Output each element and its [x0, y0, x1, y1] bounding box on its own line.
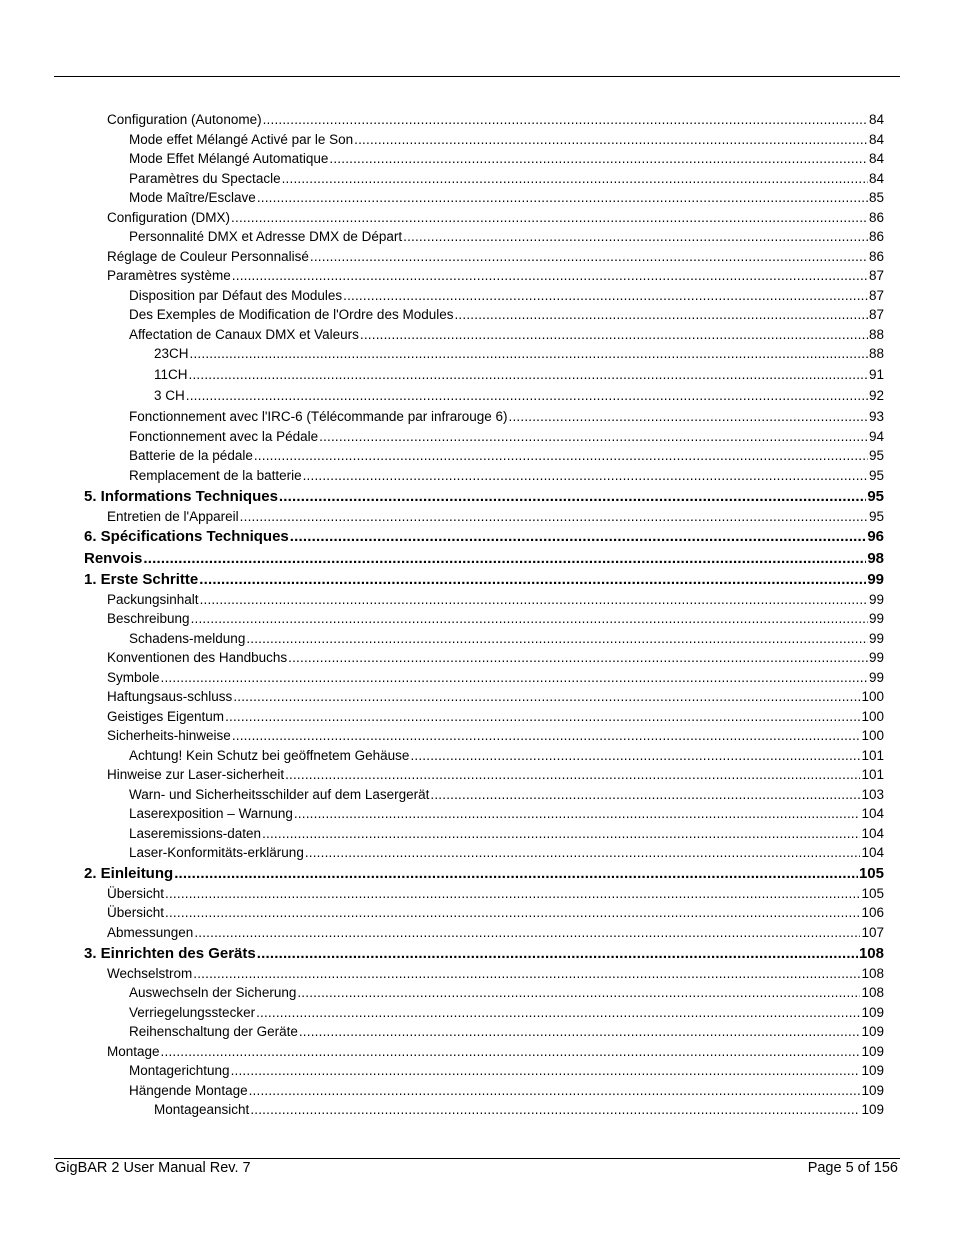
toc-entry[interactable] [129, 1004, 884, 1022]
toc-entry-page: 104 [861, 806, 884, 821]
toc-dot-leader [233, 688, 860, 706]
toc-entry-page: 93 [868, 409, 884, 424]
toc-dot-leader [279, 488, 866, 506]
toc-entry[interactable] [84, 528, 884, 546]
toc-entry-title: Auswechseln der Sicherung [129, 985, 297, 1000]
toc-dot-leader [410, 747, 860, 765]
toc-entry-title: Configuration (DMX) [107, 210, 231, 225]
toc-entry-title: Übersicht [107, 886, 165, 901]
toc-entry-title: Montage [107, 1044, 160, 1059]
toc-entry[interactable] [129, 984, 884, 1002]
toc-entry[interactable] [84, 945, 884, 963]
toc-dot-leader [329, 150, 868, 168]
toc-dot-leader [310, 248, 868, 266]
toc-dot-leader [285, 766, 860, 784]
toc-entry-title: Schadens-meldung [129, 631, 246, 646]
toc-entry-page: 99 [868, 670, 884, 685]
toc-entry-title: Mode Maître/Esclave [129, 190, 256, 205]
toc-entry[interactable] [84, 488, 884, 506]
toc-dot-leader [225, 708, 860, 726]
toc-entry-title: Symbole [107, 670, 160, 685]
toc-entry-title: Affectation de Canaux DMX et Valeurs [129, 327, 359, 342]
toc-entry[interactable] [129, 189, 884, 207]
toc-entry-page: 100 [861, 689, 884, 704]
toc-entry[interactable] [107, 508, 884, 526]
toc-dot-leader [288, 649, 868, 667]
toc-entry-page: 106 [861, 905, 884, 920]
toc-entry-page: 86 [868, 210, 884, 225]
toc-entry-page: 87 [868, 268, 884, 283]
toc-entry-title: Fonctionnement avec l'IRC-6 (Télécommande par infrarouge 6) [129, 409, 508, 424]
toc-dot-leader [305, 844, 861, 862]
toc-dot-leader [509, 408, 868, 426]
toc-entry-page: 95 [868, 448, 884, 463]
toc-entry-title: Konventionen des Handbuchs [107, 650, 288, 665]
toc-entry-title: Achtung! Kein Schutz bei geöffnetem Gehäuse [129, 748, 410, 763]
toc-entry-title: 11CH [154, 367, 188, 382]
toc-dot-leader [294, 805, 861, 823]
toc-dot-leader [190, 345, 868, 363]
footer-rule [54, 1158, 900, 1159]
toc-entry-page: 108 [861, 966, 884, 981]
toc-dot-leader [303, 467, 868, 485]
toc-dot-leader [454, 306, 867, 324]
toc-entry[interactable] [129, 306, 884, 324]
toc-entry[interactable] [154, 366, 884, 384]
toc-dot-leader [403, 228, 868, 246]
toc-entry-title: Personnalité DMX et Adresse DMX de Départ [129, 229, 403, 244]
toc-entry-page: 99 [868, 611, 884, 626]
toc-dot-leader [430, 786, 860, 804]
toc-entry[interactable] [129, 630, 884, 648]
toc-entry[interactable] [129, 170, 884, 188]
toc-entry[interactable] [107, 965, 884, 983]
toc-dot-leader [232, 727, 861, 745]
toc-entry[interactable] [107, 248, 884, 266]
toc-entry-title: Des Exemples de Modification de l'Ordre des Modules [129, 307, 454, 322]
toc-entry[interactable] [107, 267, 884, 285]
toc-entry[interactable] [129, 447, 884, 465]
toc-entry-page: 98 [867, 550, 884, 567]
toc-entry[interactable] [84, 865, 884, 883]
toc-entry-title: Hängende Montage [129, 1083, 248, 1098]
toc-dot-leader [231, 1062, 861, 1080]
toc-entry-title: Sicherheits-hinweise [107, 728, 231, 743]
toc-dot-leader [232, 267, 868, 285]
toc-dot-leader [191, 610, 868, 628]
toc-entry-page: 87 [868, 307, 884, 322]
toc-entry-page: 100 [861, 728, 884, 743]
toc-entry-title: Warn- und Sicherheitsschilder auf dem Lasergerät [129, 787, 430, 802]
toc-dot-leader [256, 1004, 860, 1022]
toc-entry-page: 87 [868, 288, 884, 303]
toc-entry[interactable] [129, 287, 884, 305]
toc-dot-leader [299, 1023, 861, 1041]
toc-dot-leader [282, 170, 868, 188]
toc-dot-leader [250, 1101, 860, 1119]
toc-dot-leader [254, 447, 868, 465]
toc-dot-leader [165, 904, 860, 922]
toc-entry[interactable] [129, 844, 884, 862]
toc-entry-page: 104 [861, 826, 884, 841]
toc-dot-leader [354, 131, 868, 149]
toc-entry-title: Configuration (Autonome) [107, 112, 262, 127]
toc-entry[interactable] [129, 326, 884, 344]
toc-entry-title: 3 CH [154, 388, 185, 403]
toc-entry-page: 109 [861, 1083, 884, 1098]
toc-entry[interactable] [84, 550, 884, 568]
toc-entry-page: 108 [861, 985, 884, 1000]
toc-entry[interactable] [107, 885, 884, 903]
toc-entry[interactable] [129, 467, 884, 485]
toc-entry[interactable] [107, 766, 884, 784]
toc-entry-title: Paramètres système [107, 268, 231, 283]
toc-entry-title: Hinweise zur Laser-sicherheit [107, 767, 285, 782]
footer-manual-title: GigBAR 2 User Manual Rev. 7 [55, 1160, 251, 1176]
toc-entry-page: 105 [861, 886, 884, 901]
toc-entry-page: 84 [868, 151, 884, 166]
toc-entry-title: Geistiges Eigentum [107, 709, 225, 724]
toc-entry[interactable] [107, 1043, 884, 1061]
toc-entry-title: Verriegelungsstecker [129, 1005, 256, 1020]
toc-entry-page: 84 [868, 112, 884, 127]
toc-entry-title: Disposition par Défaut des Modules [129, 288, 343, 303]
toc-dot-leader [240, 508, 868, 526]
toc-dot-leader [200, 591, 868, 609]
toc-dot-leader [263, 111, 868, 129]
toc-entry-title: 5. Informations Techniques [84, 488, 278, 505]
toc-entry-title: Renvois [84, 550, 143, 567]
toc-dot-leader [231, 209, 868, 227]
toc-entry-title: Fonctionnement avec la Pédale [129, 429, 319, 444]
toc-entry-title: Mode effet Mélangé Activé par le Son [129, 132, 354, 147]
toc-dot-leader [343, 287, 868, 305]
toc-entry-title: Abmessungen [107, 925, 194, 940]
toc-dot-leader [319, 428, 868, 446]
toc-entry[interactable] [129, 408, 884, 426]
toc-entry-page: 104 [861, 845, 884, 860]
toc-entry[interactable] [129, 150, 884, 168]
toc-entry[interactable] [129, 747, 884, 765]
toc-entry[interactable] [129, 428, 884, 446]
toc-entry[interactable] [129, 805, 884, 823]
toc-dot-leader [174, 865, 858, 883]
toc-entry-page: 91 [868, 367, 884, 382]
toc-entry-title: Wechselstrom [107, 966, 193, 981]
toc-entry-page: 99 [868, 592, 884, 607]
toc-entry[interactable] [107, 904, 884, 922]
toc-entry[interactable] [154, 1101, 884, 1119]
toc-entry-title: Batterie de la pédale [129, 448, 253, 463]
toc-entry[interactable] [107, 111, 884, 129]
toc-entry-page: 92 [868, 388, 884, 403]
toc-dot-leader [246, 630, 868, 648]
toc-entry-title: Montageansicht [154, 1102, 250, 1117]
toc-dot-leader [360, 326, 868, 344]
toc-entry-page: 95 [868, 509, 884, 524]
toc-entry-page: 85 [868, 190, 884, 205]
toc-entry-title: 2. Einleitung [84, 865, 174, 882]
toc-entry[interactable] [107, 924, 884, 942]
toc-entry-title: Entretien de l'Appareil [107, 509, 239, 524]
toc-dot-leader [199, 571, 866, 589]
toc-entry[interactable] [129, 1023, 884, 1041]
toc-entry[interactable] [107, 610, 884, 628]
toc-entry-title: Paramètres du Spectacle [129, 171, 281, 186]
toc-entry-title: Haftungsaus-schluss [107, 689, 233, 704]
toc-dot-leader [189, 366, 868, 384]
toc-entry-title: Montagerichtung [129, 1063, 230, 1078]
toc-entry-page: 103 [861, 787, 884, 802]
toc-entry-page: 109 [861, 1005, 884, 1020]
toc-entry[interactable] [107, 591, 884, 609]
toc-entry[interactable] [129, 1082, 884, 1100]
toc-entry[interactable] [129, 786, 884, 804]
toc-dot-leader [194, 924, 860, 942]
toc-entry-page: 96 [867, 528, 884, 545]
toc-entry-page: 108 [858, 945, 884, 962]
toc-dot-leader [297, 984, 860, 1002]
toc-dot-leader [143, 550, 866, 568]
toc-entry-page: 86 [868, 229, 884, 244]
toc-dot-leader [165, 885, 860, 903]
toc-dot-leader [186, 387, 868, 405]
toc-entry-page: 101 [861, 748, 884, 763]
toc-entry[interactable] [129, 131, 884, 149]
toc-entry[interactable] [154, 387, 884, 405]
footer-page-number: Page 5 of 156 [807, 1160, 898, 1176]
toc-dot-leader [249, 1082, 861, 1100]
toc-entry-title: Laseremissions-daten [129, 826, 262, 841]
toc-dot-leader [262, 825, 860, 843]
toc-entry-page: 100 [861, 709, 884, 724]
toc-entry[interactable] [107, 727, 884, 745]
toc-entry-title: Packungsinhalt [107, 592, 199, 607]
toc-entry[interactable] [107, 708, 884, 726]
toc-dot-leader [290, 528, 867, 546]
toc-entry-title: 6. Spécifications Techniques [84, 528, 289, 545]
toc-dot-leader [161, 1043, 861, 1061]
header-rule [54, 76, 900, 77]
toc-entry-page: 84 [868, 171, 884, 186]
toc-entry-title: Laser-Konformitäts-erklärung [129, 845, 304, 860]
toc-entry-page: 99 [868, 650, 884, 665]
toc-entry-title: 1. Erste Schritte [84, 571, 199, 588]
toc-entry[interactable] [107, 649, 884, 667]
toc-entry[interactable] [129, 825, 884, 843]
toc-dot-leader [257, 189, 868, 207]
toc-entry-page: 109 [861, 1044, 884, 1059]
toc-entry-page: 95 [867, 488, 884, 505]
toc-entry-page: 109 [861, 1102, 884, 1117]
toc-entry-page: 95 [868, 468, 884, 483]
toc-entry[interactable] [107, 669, 884, 687]
toc-entry-title: Remplacement de la batterie [129, 468, 302, 483]
toc-entry-page: 107 [861, 925, 884, 940]
toc-entry-title: 3. Einrichten des Geräts [84, 945, 256, 962]
toc-entry-title: Beschreibung [107, 611, 190, 626]
toc-entry[interactable] [129, 1062, 884, 1080]
toc-entry-page: 101 [861, 767, 884, 782]
toc-entry-title: Reihenschaltung der Geräte [129, 1024, 298, 1039]
toc-entry-page: 109 [861, 1024, 884, 1039]
toc-entry[interactable] [154, 345, 884, 363]
toc-entry-page: 109 [861, 1063, 884, 1078]
toc-entry-title: Réglage de Couleur Personnalisé [107, 249, 309, 264]
toc-dot-leader [161, 669, 868, 687]
toc-entry[interactable] [107, 209, 884, 227]
toc-entry-page: 94 [868, 429, 884, 444]
toc-entry-title: Mode Effet Mélangé Automatique [129, 151, 329, 166]
toc-entry-title: Übersicht [107, 905, 165, 920]
toc-entry-page: 99 [868, 631, 884, 646]
toc-entry-page: 105 [858, 865, 884, 882]
toc-entry-title: 23CH [154, 346, 189, 361]
toc-entry[interactable] [84, 571, 884, 589]
toc-entry-page: 88 [868, 327, 884, 342]
toc-entry-page: 86 [868, 249, 884, 264]
toc-dot-leader [257, 945, 858, 963]
toc-entry-page: 88 [868, 346, 884, 361]
toc-entry[interactable] [107, 688, 884, 706]
toc-entry[interactable] [129, 228, 884, 246]
toc-entry-page: 99 [867, 571, 884, 588]
toc-entry-page: 84 [868, 132, 884, 147]
toc-entry-title: Laserexposition – Warnung [129, 806, 293, 821]
toc-dot-leader [193, 965, 860, 983]
